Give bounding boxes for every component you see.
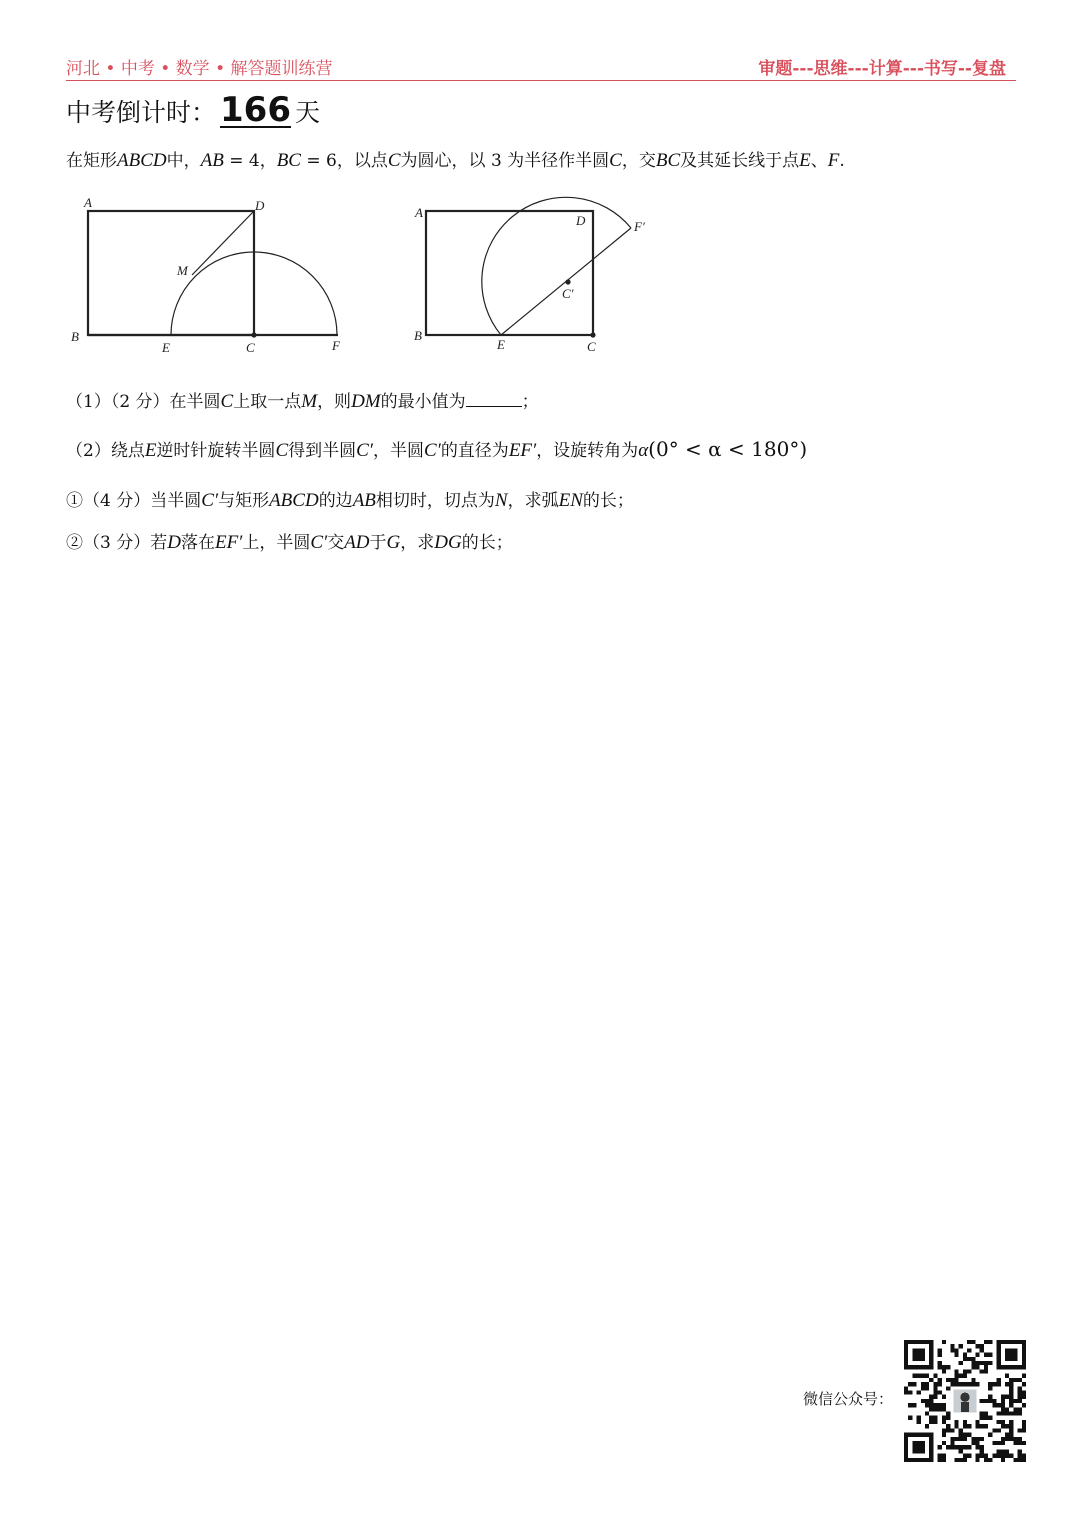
label-m: M (177, 263, 188, 278)
label-f-prime: F′ (634, 219, 645, 234)
figure-1-diagram (60, 190, 360, 360)
problem-intro: 在矩形ABCD中，AB = 4，BC = 6，以点C为圆心，以 3 为半径作半圆C，交BC及其延长线于点E、F. (66, 150, 845, 171)
segment-dm (192, 211, 254, 275)
page-header (66, 52, 1016, 81)
wechat-label: 微信公众号： (803, 1390, 894, 1408)
qr-code-icon[interactable] (904, 1340, 1026, 1462)
label-f: F (332, 338, 340, 353)
header-motto: 审题---思维---计算---书写--复盘 (758, 59, 1006, 79)
label-b: B (71, 329, 79, 344)
label-c: C (587, 339, 596, 354)
countdown-days: 166 (220, 90, 291, 130)
label-e: E (162, 340, 170, 355)
figure-2-diagram (405, 190, 665, 360)
rectangle-abcd (88, 211, 254, 335)
question-1: （1）（2 分）在半圆C上取一点M，则DM的最小值为 ； (66, 391, 539, 412)
rectangle-abcd (426, 211, 593, 335)
question-2-part-2: ②（3 分）若D落在EF′上，半圆C′交AD于G，求DG的长； (66, 532, 513, 553)
point-c (251, 332, 256, 337)
answer-blank (466, 392, 522, 407)
question-2-part-1: ①（4 分）当半圆C′与矩形ABCD的边AB相切时，切点为N，求弧EN的长； (66, 490, 634, 511)
label-d: D (255, 198, 265, 213)
label-a: A (415, 205, 423, 220)
label-c: C (246, 340, 255, 355)
point-c-prime (565, 279, 570, 284)
point-c (590, 332, 595, 337)
label-b: B (414, 328, 422, 343)
countdown-prefix: 中考倒计时： (66, 98, 217, 127)
header-title: 河北 • 中考 • 数学 • 解答题训练营 (66, 59, 333, 79)
semicircle-c-prime (482, 197, 631, 335)
label-d: D (576, 213, 586, 228)
label-c-prime: C′ (562, 286, 574, 301)
label-e: E (497, 337, 505, 352)
label-a: A (84, 195, 92, 210)
countdown-suffix: 天 (295, 98, 321, 127)
question-2: （2）绕点E逆时针旋转半圆C得到半圆C′，半圆C′的直径为EF′，设旋转角为α(0° < α < 180°) (66, 437, 808, 461)
countdown (66, 90, 320, 130)
